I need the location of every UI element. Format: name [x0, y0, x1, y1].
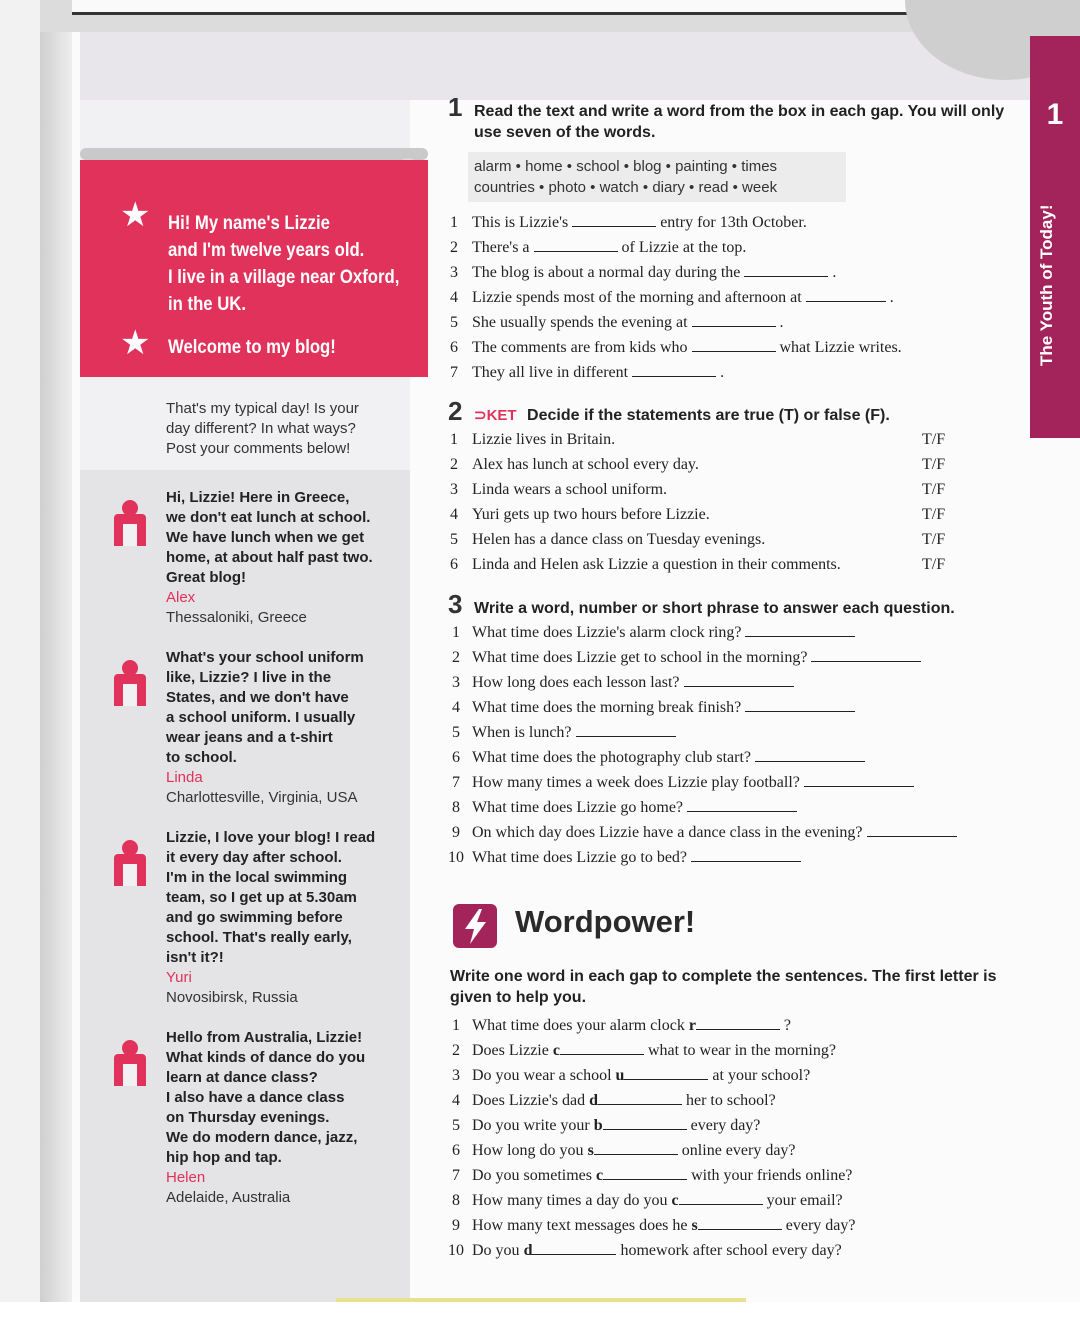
true-false-choice[interactable]: T/F [922, 531, 946, 548]
item-number: 6 [452, 749, 460, 766]
avatar-icon [114, 1040, 146, 1086]
item-text: entry for 13th October. [660, 214, 807, 231]
answer-gap[interactable] [534, 239, 618, 252]
comment-author: Alex [166, 589, 196, 606]
comment-line: What's your school uniform [166, 649, 364, 666]
intro-line: day different? In what ways? [166, 420, 356, 437]
item-text: On which day does Lizzie have a dance class in the evening? [472, 824, 863, 841]
item-text: Lizzie lives in Britain. [472, 431, 616, 448]
item-text: They all live in different [472, 364, 629, 381]
comment-line: and go swimming before [166, 909, 343, 926]
item-number: 3 [450, 481, 458, 498]
exercise-3-number: 3 [448, 589, 463, 619]
list-item [450, 552, 960, 577]
list-item [440, 720, 957, 745]
list-item [440, 620, 957, 645]
list-item [440, 770, 957, 795]
answer-gap[interactable] [572, 214, 656, 227]
item-number: 10 [448, 1242, 464, 1259]
item-text: Do you [472, 1242, 520, 1259]
avatar-icon [114, 500, 146, 546]
item-text: This is Lizzie's [472, 214, 569, 231]
list-item [450, 502, 960, 527]
item-text: ? [783, 1017, 792, 1034]
list-item [450, 527, 960, 552]
exercise-title-line: Read the text and write a word from the box in each gap. You will only [474, 103, 1005, 120]
comment-line: to school. [166, 749, 237, 766]
item-number: 6 [450, 556, 458, 573]
list-item [450, 477, 960, 502]
comment-line: wear jeans and a t-shirt [166, 729, 333, 746]
exercise-title-line: use seven of the words. [474, 124, 656, 141]
answer-gap[interactable] [532, 1242, 616, 1255]
blog-header-line: and I'm twelve years old. [168, 240, 365, 261]
answer-gap[interactable] [684, 674, 794, 687]
list-item [450, 335, 902, 360]
item-text: Do you write your [472, 1117, 590, 1134]
exercise-3-title: Write a word, number or short phrase to answer each question. [474, 600, 955, 617]
list-item [440, 820, 957, 845]
item-text: at your school? [712, 1067, 811, 1084]
comment-line: on Thursday evenings. [166, 1109, 330, 1126]
item-number: 1 [452, 624, 460, 641]
first-letter: s [587, 1142, 594, 1159]
item-number: 8 [452, 799, 460, 816]
answer-gap[interactable] [576, 724, 676, 737]
comment-line: learn at dance class? [166, 1069, 318, 1086]
comment-line: We do modern dance, jazz, [166, 1129, 358, 1146]
answer-gap[interactable] [691, 849, 801, 862]
answer-gap[interactable] [679, 1192, 763, 1205]
first-letter: c [596, 1167, 604, 1184]
blog-intro [166, 399, 406, 459]
item-number: 3 [452, 1067, 460, 1084]
answer-gap[interactable] [696, 1017, 780, 1030]
comment-line: I also have a dance class [166, 1089, 345, 1106]
item-number: 4 [452, 1092, 460, 1109]
comment-author: Linda [166, 769, 203, 786]
list-item [440, 795, 957, 820]
exercise-1-number: 1 [448, 92, 463, 122]
item-text: What time does Lizzie go home? [472, 799, 684, 816]
item-text: There's a [472, 239, 530, 256]
item-text: How many text messages does he [472, 1217, 688, 1234]
item-text: How long does each lesson last? [472, 674, 680, 691]
item-number: 1 [452, 1017, 460, 1034]
item-text: Linda wears a school uniform. [472, 481, 668, 498]
list-item [450, 260, 902, 285]
answer-gap[interactable] [744, 264, 828, 277]
comment-location: Adelaide, Australia [166, 1189, 291, 1206]
comment-line: team, so I get up at 5.30am [166, 889, 357, 906]
answer-gap[interactable] [745, 699, 855, 712]
blog-header-line: I live in a village near Oxford, [168, 267, 400, 288]
ket-icon: ⊃ [474, 407, 487, 424]
comment-line: we don't eat lunch at school. [166, 509, 371, 526]
item-text: How many times a day do you [472, 1192, 668, 1209]
banner-scroll-bar [80, 148, 428, 160]
item-number: 5 [452, 724, 460, 741]
comment-line: Hi, Lizzie! Here in Greece, [166, 489, 350, 506]
comment-author: Helen [166, 1169, 206, 1186]
comment-line: Lizzie, I love your blog! I read [166, 829, 376, 846]
exercise-2-number: 2 [448, 396, 463, 426]
list-item [440, 645, 957, 670]
answer-gap[interactable] [804, 774, 914, 787]
wordpower-title: Wordpower! [515, 904, 696, 939]
comment-line: I'm in the local swimming [166, 869, 348, 886]
item-number: 6 [450, 339, 458, 356]
item-text: Alex has lunch at school every day. [472, 456, 699, 473]
answer-gap[interactable] [745, 624, 855, 637]
answer-gap[interactable] [560, 1042, 644, 1055]
list-item [440, 1088, 855, 1113]
exercise-2-header [474, 405, 890, 426]
avatar-icon [114, 660, 146, 706]
item-number: 5 [450, 531, 458, 548]
item-text: Linda and Helen ask Lizzie a question in their comments. [472, 556, 841, 573]
item-number: 2 [450, 456, 458, 473]
list-item [440, 1213, 855, 1238]
unit-title: The Youth of Today! [1037, 204, 1056, 366]
list-item [450, 360, 902, 385]
wordpower-list [440, 1013, 855, 1263]
comment-line: States, and we don't have [166, 689, 349, 706]
answer-gap[interactable] [603, 1117, 687, 1130]
blog-header-line: Hi! My name's Lizzie [168, 213, 330, 234]
star-icon: ★ [120, 196, 151, 234]
exercise-2-title: Decide if the statements are true (T) or false (F). [527, 407, 890, 424]
intro-line: Post your comments below! [166, 440, 351, 457]
item-text: homework after school every day? [620, 1242, 842, 1259]
item-number: 2 [450, 239, 458, 256]
item-text: Does Lizzie [472, 1042, 549, 1059]
list-item [450, 427, 960, 452]
item-number: 7 [450, 364, 458, 381]
item-text: what to wear in the morning? [647, 1042, 836, 1059]
item-text: Yuri gets up two hours before Lizzie. [472, 506, 710, 523]
item-number: 10 [448, 849, 464, 866]
comment-line: isn't it?! [166, 949, 224, 966]
comment-location: Charlottesville, Virginia, USA [166, 789, 358, 806]
answer-gap[interactable] [755, 749, 865, 762]
item-text: your email? [766, 1192, 843, 1209]
item-text: When is lunch? [472, 724, 572, 741]
true-false-choice[interactable]: T/F [922, 506, 946, 523]
answer-gap[interactable] [698, 1217, 782, 1230]
true-false-choice[interactable]: T/F [922, 456, 946, 473]
answer-gap[interactable] [624, 1067, 708, 1080]
item-number: 9 [452, 824, 460, 841]
list-item [450, 310, 902, 335]
comment-line: hip hop and tap. [166, 1149, 282, 1166]
item-text: every day? [690, 1117, 761, 1134]
item-number: 6 [452, 1142, 460, 1159]
exercise-1-list [450, 210, 902, 385]
comment-yuri [166, 828, 406, 1008]
exercise-2-list [450, 427, 960, 577]
item-text: How many times a week does Lizzie play football? [472, 774, 800, 791]
wordpower-instructions [450, 966, 1030, 1008]
comment-line: home, at about half past two. [166, 549, 373, 566]
list-item [440, 695, 957, 720]
below-page-area [0, 1302, 1080, 1317]
list-item [450, 235, 902, 260]
item-text: Do you wear a school [472, 1067, 612, 1084]
first-letter: u [615, 1067, 625, 1084]
list-item [440, 1038, 855, 1063]
exercise-3-list [440, 620, 957, 870]
item-text: What time does Lizzie get to school in the morning? [472, 649, 808, 666]
first-letter: c [671, 1192, 679, 1209]
blog-header-line: in the UK. [168, 294, 247, 315]
comment-location: Thessaloniki, Greece [166, 609, 307, 626]
true-false-choice[interactable]: T/F [922, 431, 946, 448]
list-item [440, 745, 957, 770]
blog-header [168, 210, 432, 318]
item-text: What time does the morning break finish? [472, 699, 742, 716]
list-item [440, 1188, 855, 1213]
list-item [440, 1163, 855, 1188]
comment-line: Great blog! [166, 569, 247, 586]
item-number: 4 [450, 506, 458, 523]
comment-line: like, Lizzie? I live in the [166, 669, 332, 686]
item-text: She usually spends the evening at [472, 314, 688, 331]
item-text: . [779, 314, 784, 331]
first-letter: r [688, 1017, 696, 1034]
item-text: of Lizzie at the top. [621, 239, 747, 256]
item-number: 7 [452, 1167, 460, 1184]
list-item [440, 1138, 855, 1163]
true-false-choice[interactable]: T/F [922, 481, 946, 498]
lightning-icon [453, 904, 497, 948]
intro-line: That's my typical day! Is your [166, 400, 359, 417]
answer-gap[interactable] [594, 1142, 678, 1155]
list-item [440, 670, 957, 695]
comment-helen [166, 1028, 406, 1208]
item-text: her to school? [685, 1092, 776, 1109]
item-number: 4 [450, 289, 458, 306]
comment-linda [166, 648, 406, 808]
list-item [450, 285, 902, 310]
list-item [440, 1063, 855, 1088]
list-item [440, 845, 957, 870]
word-box [468, 152, 846, 202]
item-text: . [720, 364, 725, 381]
comment-line: Hello from Australia, Lizzie! [166, 1029, 363, 1046]
list-item [440, 1238, 855, 1263]
item-text: every day? [785, 1217, 856, 1234]
comment-alex [166, 488, 406, 628]
answer-gap[interactable] [687, 799, 797, 812]
blog-welcome: Welcome to my blog! [168, 337, 336, 358]
item-text: How long do you [472, 1142, 584, 1159]
answer-gap[interactable] [603, 1167, 687, 1180]
item-number: 2 [452, 649, 460, 666]
word-box-line: countries • photo • watch • diary • read • week [474, 179, 778, 196]
first-letter: b [593, 1117, 603, 1134]
comment-author: Yuri [166, 969, 192, 986]
unit-number: 1 [1046, 98, 1064, 131]
comment-line: school. That's really early, [166, 929, 352, 946]
item-text: The comments are from kids who [472, 339, 688, 356]
avatar-icon [114, 840, 146, 886]
comment-location: Novosibirsk, Russia [166, 989, 298, 1006]
item-text: What time does your alarm clock [472, 1017, 685, 1034]
first-letter: d [523, 1242, 533, 1259]
item-text: with your friends online? [691, 1167, 853, 1184]
item-text: . [832, 264, 837, 281]
first-letter: s [691, 1217, 698, 1234]
item-text: Do you sometimes [472, 1167, 592, 1184]
exercise-1-title [474, 101, 1034, 143]
item-number: 1 [450, 431, 458, 448]
item-text: Helen has a dance class on Tuesday evenings. [472, 531, 766, 548]
item-number: 2 [452, 1042, 460, 1059]
list-item [450, 210, 902, 235]
comment-line: it every day after school. [166, 849, 342, 866]
item-number: 5 [452, 1117, 460, 1134]
unit-side-title [1030, 36, 1080, 438]
answer-gap[interactable] [692, 339, 776, 352]
answer-gap[interactable] [692, 314, 776, 327]
item-text: online every day? [681, 1142, 796, 1159]
item-number: 8 [452, 1192, 460, 1209]
item-number: 3 [450, 264, 458, 281]
item-text: What time does the photography club start? [472, 749, 752, 766]
answer-gap[interactable] [811, 649, 921, 662]
item-number: 1 [450, 214, 458, 231]
list-item [450, 452, 960, 477]
item-number: 7 [452, 774, 460, 791]
list-item [440, 1113, 855, 1138]
item-number: 9 [452, 1217, 460, 1234]
page-spine-shadow [40, 32, 72, 1302]
first-letter: c [552, 1042, 560, 1059]
previous-page-edge [72, 0, 1032, 15]
star-icon: ★ [120, 324, 151, 362]
item-text: . [889, 289, 894, 306]
item-text: The blog is about a normal day during the [472, 264, 741, 281]
item-number: 5 [450, 314, 458, 331]
list-item [440, 1013, 855, 1038]
top-photo-band [80, 32, 1040, 100]
item-text: Does Lizzie's dad [472, 1092, 586, 1109]
instruction-line: Write one word in each gap to complete the sentences. The first letter is [450, 968, 997, 985]
answer-gap[interactable] [806, 289, 886, 302]
item-text: What time does Lizzie go to bed? [472, 849, 688, 866]
item-text: Lizzie spends most of the morning and afternoon at [472, 289, 802, 306]
word-box-line: alarm • home • school • blog • painting • times [474, 158, 778, 175]
answer-gap[interactable] [598, 1092, 682, 1105]
ket-label: KET [486, 407, 517, 424]
true-false-choice[interactable]: T/F [922, 556, 946, 573]
instruction-line: given to help you. [450, 989, 587, 1006]
comment-line: a school uniform. I usually [166, 709, 356, 726]
item-number: 3 [452, 674, 460, 691]
answer-gap[interactable] [632, 364, 716, 377]
item-number: 4 [452, 699, 460, 716]
answer-gap[interactable] [867, 824, 957, 837]
comment-line: We have lunch when we get [166, 529, 365, 546]
item-text: what Lizzie writes. [779, 339, 902, 356]
item-text: What time does Lizzie's alarm clock ring? [472, 624, 742, 641]
first-letter: d [589, 1092, 598, 1109]
comment-line: What kinds of dance do you [166, 1049, 366, 1066]
